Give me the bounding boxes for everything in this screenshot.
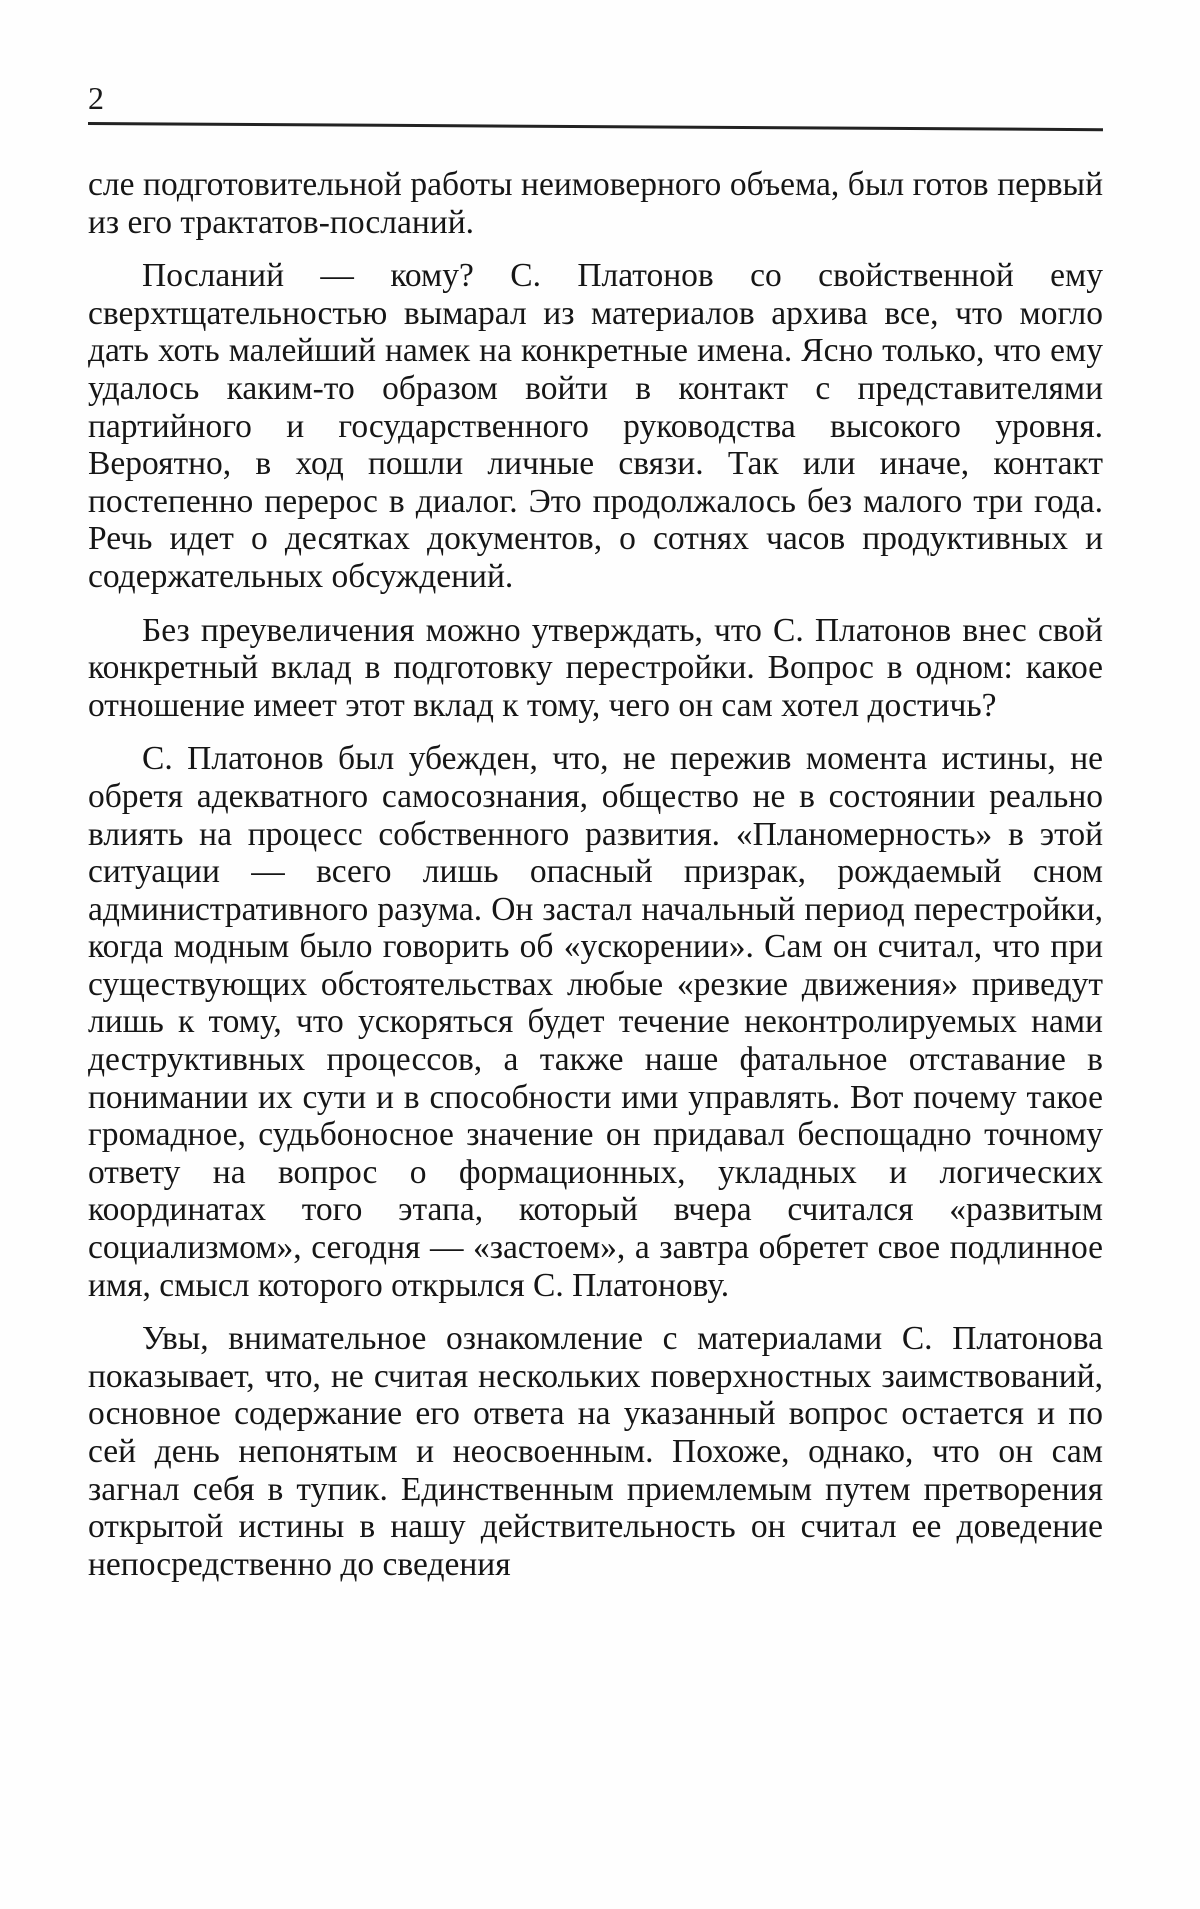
paragraph: Увы, внимательное ознакомление с материалами С. Платонова показывает, что, не считая нескольких поверхностных заимствований, основное содержание его ответа на указанный вопрос остается и по сей день непонятым и неосвоенным. Похоже, однако, что он сам загнал себя в тупик. Единственным приемлемым путем претворения открытой истины в нашу действительность он считал ее доведение непосредственно до сведения (88, 1320, 1103, 1583)
paragraph: С. Платонов был убежден, что, не пережив момента истины, не обретя адекватного самосознания, общество не в состоянии реально влиять на процесс собственного развития. «Планомерность» в этой ситуации — всего лишь опасный призрак, рождаемый сном административного разума. Он застал начальный период перестройки, когда модным было говорить об «ускорении». Сам он считал, что при существующих обстоятельствах любые «резкие движения» приведут лишь к тому, что ускоряться будет течение неконтролируемых нами деструктивных процессов, а также наше фатальное отставание в понимании их сути и в способности ими управлять. Вот почему такое громадное, судьбоносное значение он придавал беспощадно точному ответу на вопрос о формационных, укладных и логических координатах того этапа, который вчера считался «развитым социализмом», сегодня — «застоем», а завтра обретет свое подлинное имя, смысл которого открылся С. Платонову. (88, 740, 1103, 1304)
paragraph-continuation: сле подготовительной работы неимоверного объема, был готов первый из его трактатов-посланий. (88, 166, 1103, 241)
body-text (88, 166, 1103, 1583)
page-number: 2 (88, 80, 104, 116)
paragraph: Посланий — кому? С. Платонов со свойственной ему сверхтщательностью вымарал из материалов архива все, что могло дать хоть малейший намек на конкретные имена. Ясно только, что ему удалось каким-то образом войти в контакт с представителями партийного и государственного руководства высокого уровня. Вероятно, в ход пошли личные связи. Так или иначе, контакт постепенно перерос в диалог. Это продолжалось без малого три года. Речь идет о десятках документов, о сотнях часов продуктивных и содержательных обсуждений. (88, 257, 1103, 595)
header-rule (88, 122, 1103, 131)
paragraph: Без преувеличения можно утверждать, что С. Платонов внес свой конкретный вклад в подготовку перестройки. Вопрос в одном: какое отношение имеет этот вклад к тому, чего он сам хотел достичь? (88, 611, 1103, 724)
